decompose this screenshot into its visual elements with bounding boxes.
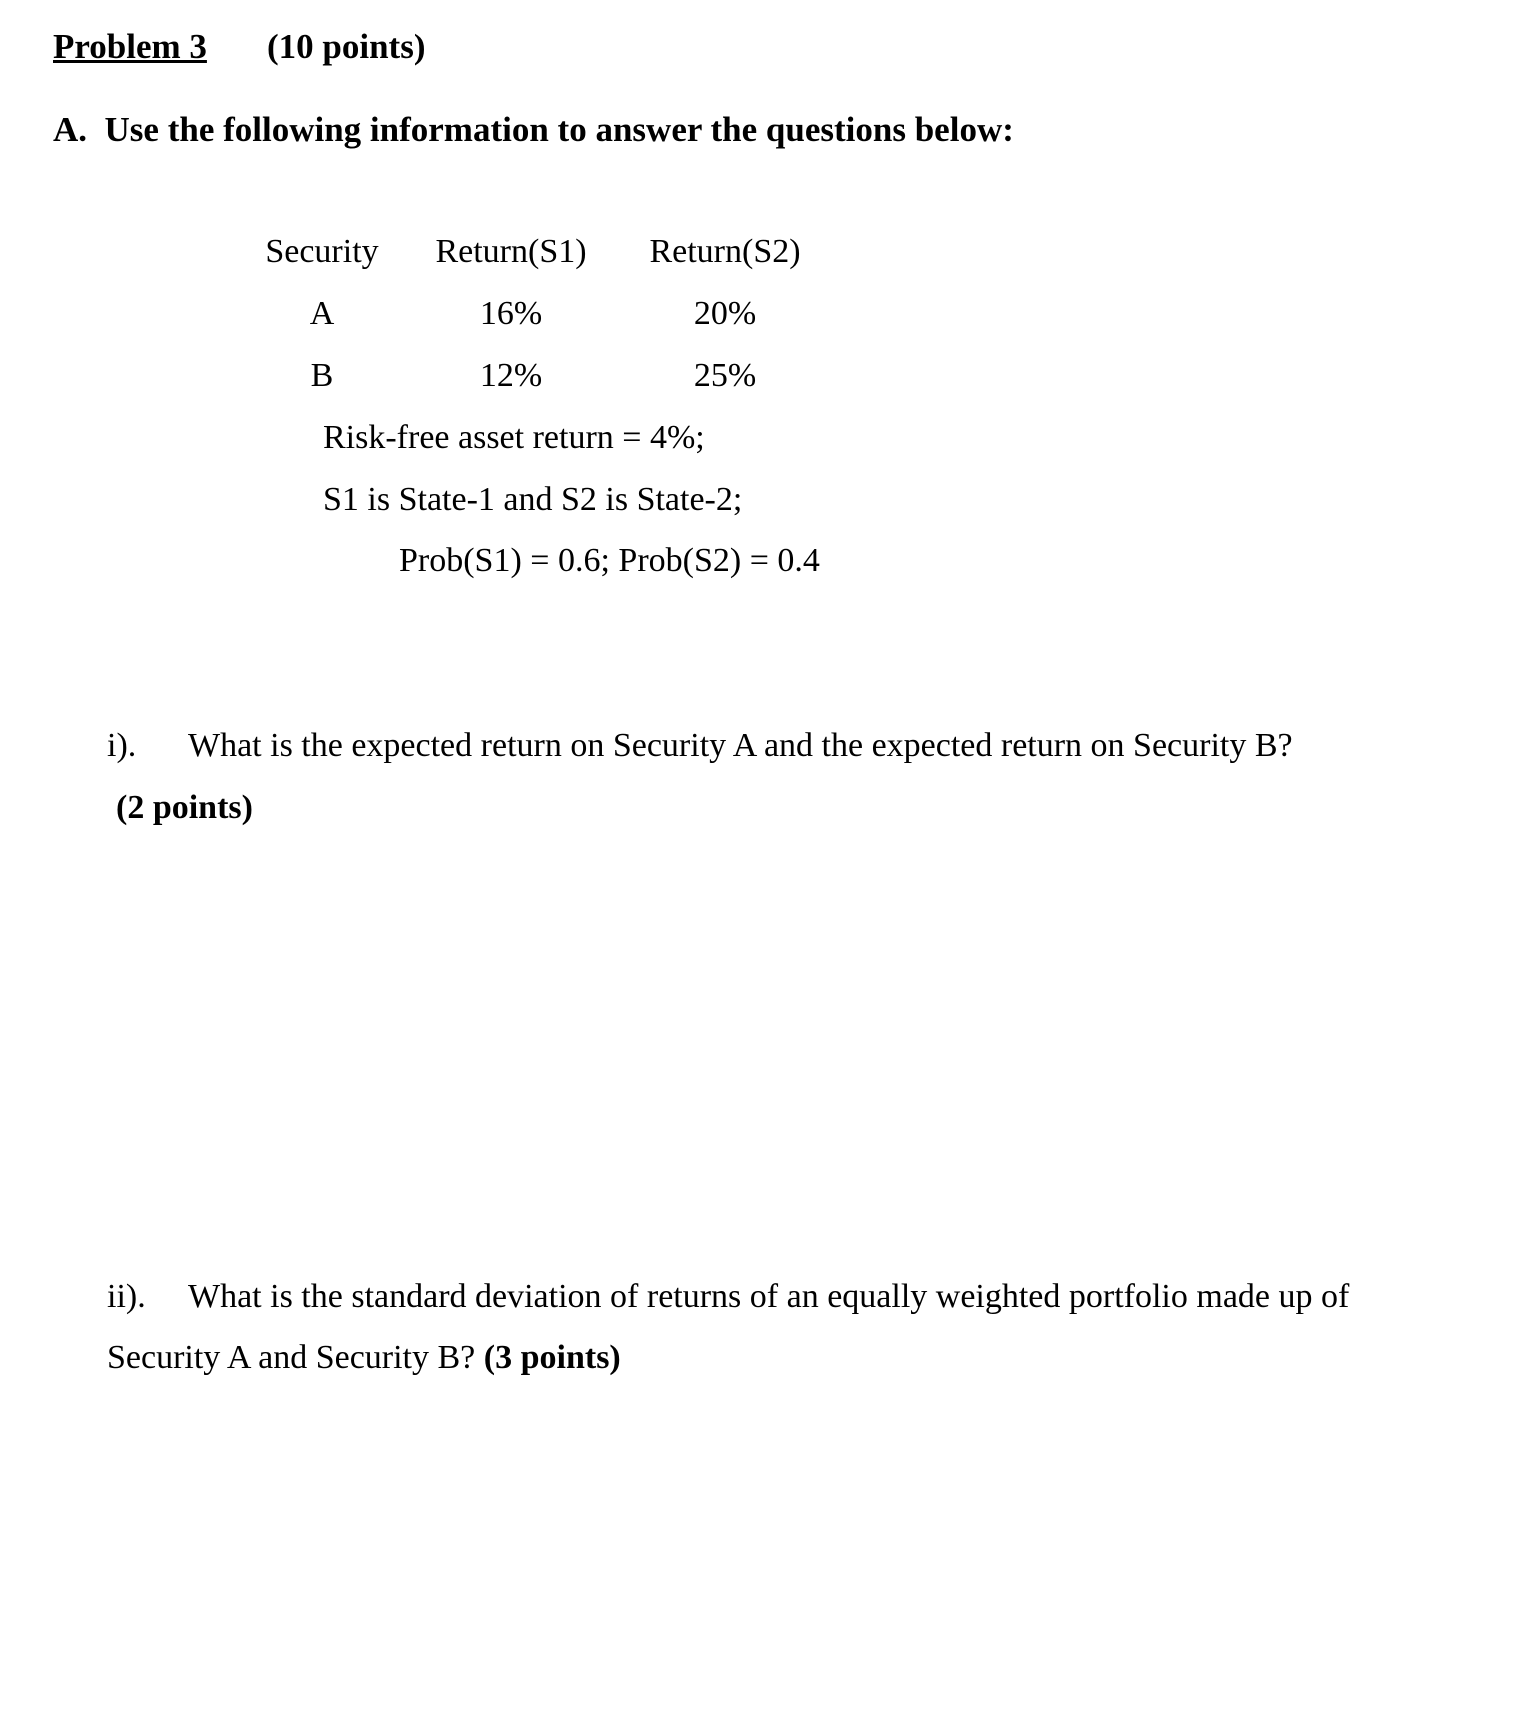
problem-points: (10 points) — [267, 27, 426, 66]
table-header-return-s1: Return(S1) — [435, 233, 587, 270]
states-note: S1 is State-1 and S2 is State-2; — [323, 481, 743, 518]
question-1-number: i). — [107, 727, 137, 764]
question-1-points: (2 points) — [116, 789, 253, 826]
question-1-text: What is the expected return on Security A and the expected return on Security B? — [188, 727, 1293, 764]
table-cell-return-s2: 20% — [693, 295, 757, 332]
table-header-security: Security — [265, 233, 379, 270]
probabilities-note: Prob(S1) = 0.6; Prob(S2) = 0.4 — [399, 542, 820, 579]
table-cell-security: B — [310, 357, 334, 394]
table-cell-return-s1: 12% — [479, 357, 543, 394]
question-2-number: ii). — [107, 1278, 146, 1315]
risk-free-note: Risk-free asset return = 4%; — [323, 419, 705, 456]
table-header-return-s2: Return(S2) — [649, 233, 801, 270]
table-cell-return-s1: 16% — [479, 295, 543, 332]
question-2-text-line2: Security A and Security B? — [107, 1339, 476, 1376]
question-2-text-line1: What is the standard deviation of returns of an equally weighted portfolio made up of — [188, 1278, 1350, 1315]
question-2-line2 — [107, 1341, 621, 1375]
table-cell-return-s2: 25% — [693, 357, 757, 394]
section-a-heading: A. Use the following information to answer the questions below: — [53, 110, 1014, 149]
question-2-points: (3 points) — [483, 1339, 621, 1376]
problem-title: Problem 3 — [53, 27, 207, 66]
table-cell-security: A — [309, 295, 335, 332]
